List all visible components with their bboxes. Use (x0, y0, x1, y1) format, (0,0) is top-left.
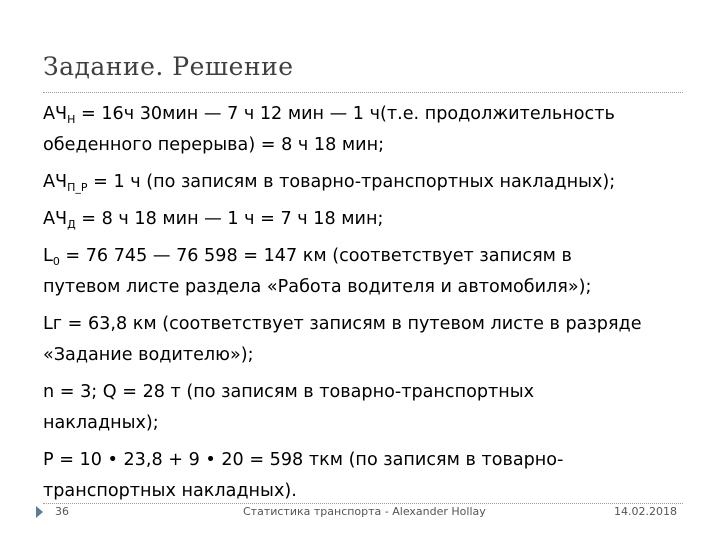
n-q-expression: n = 3; Q = 28 т (по записям в товарно-транспортных (43, 382, 535, 402)
n-q-continuation: накладных); (43, 413, 159, 433)
lg-expression: Lг = 63,8 км (соответствует записям в путевом листе в разряде (43, 314, 642, 334)
triangle-bullet-icon (36, 506, 43, 518)
ach-pr-expression: = 1 ч (по записям в товарно-транспортных накладных); (87, 172, 616, 192)
formula-p (43, 445, 693, 507)
lg-continuation: «Задание водителю»); (43, 345, 254, 365)
ach-d-subscript: Д (67, 218, 76, 231)
l0-expression: = 76 745 — 76 598 = 147 км (соответствует записям в (59, 246, 572, 266)
p-expression: Р = 10 • 23,8 + 9 • 20 = 598 ткм (по записям в товарно- (43, 450, 564, 470)
page-number: 36 (55, 505, 69, 518)
footer-divider (43, 503, 683, 504)
solution-content (43, 99, 693, 513)
formula-l0 (43, 241, 693, 303)
slide-title: Задание. Решение (43, 52, 294, 81)
footer-caption: Статистика транспорта - Alexander Hollay (243, 505, 486, 518)
formula-ach-pr (43, 167, 693, 198)
l0-symbol: L (43, 246, 53, 266)
ach-n-symbol: АЧ (43, 104, 68, 124)
formula-ach-d (43, 204, 693, 235)
l0-continuation: путевом листе раздела «Работа водителя и автомобиля»); (43, 277, 592, 297)
ach-n-subscript: Н (67, 113, 76, 126)
ach-n-expression: = 16ч 30мин — 7 ч 12 мин — 1 ч(т.е. продолжительность (75, 104, 615, 124)
p-continuation: транспортных накладных). (43, 481, 297, 501)
ach-d-symbol: АЧ (43, 209, 68, 229)
ach-n-continuation: обеденного перерыва) = 8 ч 18 мин; (43, 135, 385, 155)
formula-n-q (43, 377, 693, 439)
ach-pr-symbol: АЧ (43, 172, 68, 192)
ach-pr-subscript: П_Р (67, 181, 88, 194)
ach-d-expression: = 8 ч 18 мин — 1 ч = 7 ч 18 мин; (75, 209, 384, 229)
formula-lg (43, 309, 693, 371)
formula-ach-n (43, 99, 693, 161)
l0-subscript: 0 (52, 255, 60, 268)
footer-date: 14.02.2018 (614, 505, 677, 518)
title-divider (43, 92, 683, 93)
